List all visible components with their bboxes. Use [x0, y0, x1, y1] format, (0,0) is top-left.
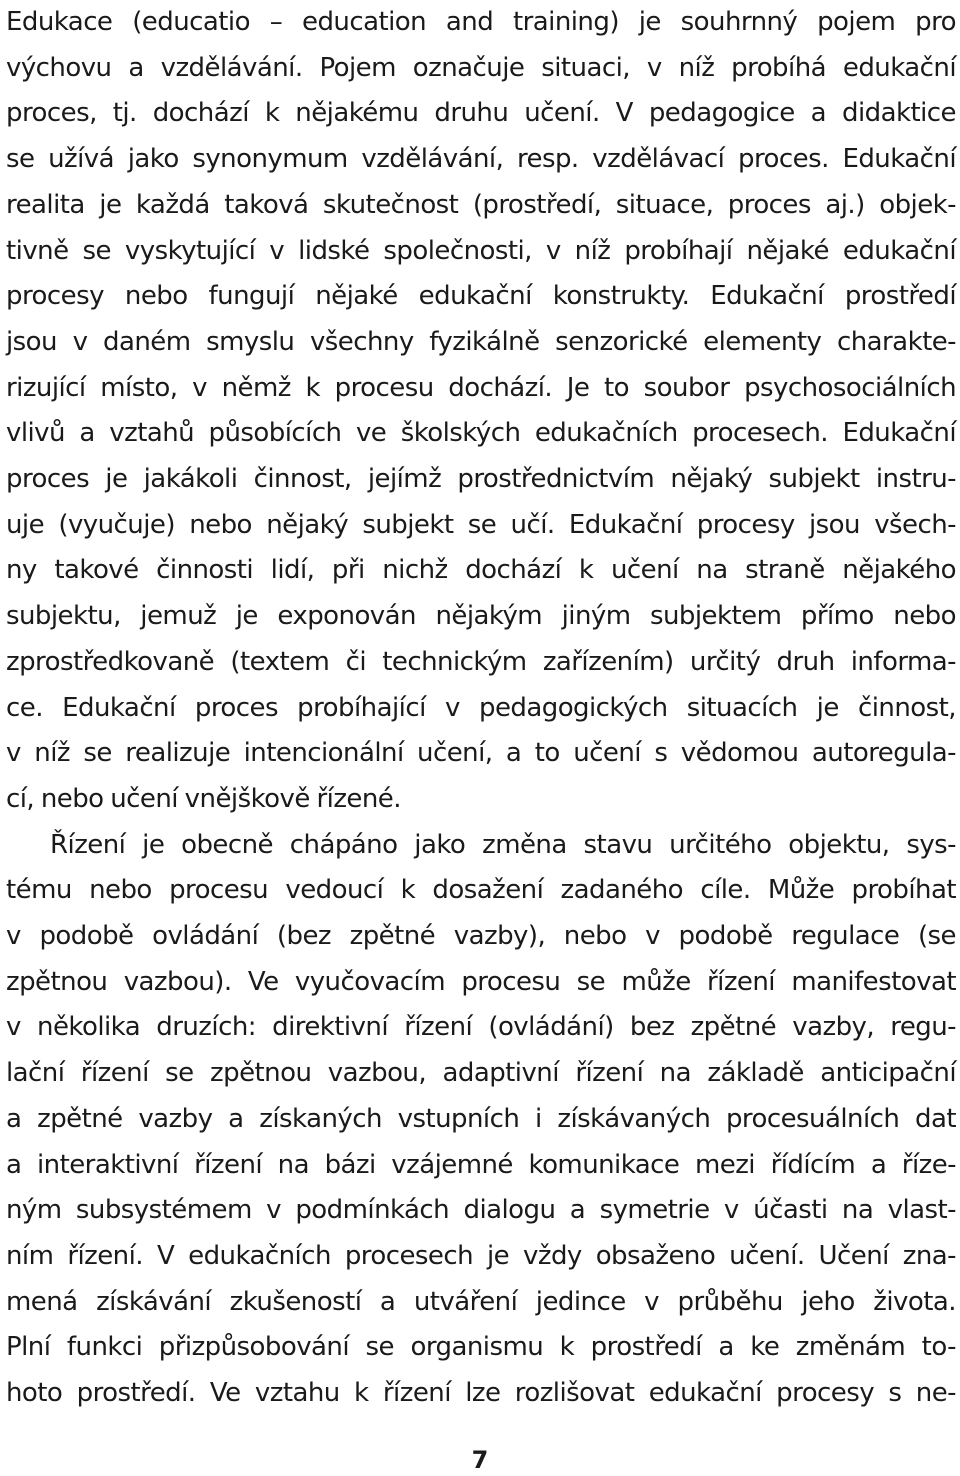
text-line: subjektu, jemuž je exponován nějakým jiným subjektem přímo nebo — [6, 601, 956, 632]
text-line: Edukace (educatio – education and training) je souhrnný pojem pro — [6, 7, 956, 37]
text-line: proces je jakákoli činnost, jejímž prostřednictvím nějaký subjekt instru- — [6, 464, 956, 495]
text-line: výchovu a vzdělávání. Pojem označuje situaci, v níž probíhá edukační — [6, 52, 956, 83]
text-line: Plní funkci přizpůsobování se organismu k prostředí a ke změnám to- — [6, 1332, 956, 1363]
text-line: a zpětné vazby a získaných vstupních i získávaných procesuálních dat — [6, 1103, 956, 1134]
text-line: ce. Edukační proces probíhající v pedagogických situacích je činnost, — [6, 692, 956, 723]
text-line: tému nebo procesu vedoucí k dosažení zadaného cíle. Může probíhat — [6, 875, 956, 906]
text-line: zprostředkovaně (textem či technickým zařízením) určitý druh informa- — [6, 646, 956, 677]
text-line: mená získávání zkušeností a utváření jedince v průběhu jeho života. — [6, 1286, 956, 1317]
text-line: ným subsystémem v podmínkách dialogu a symetrie v účasti na vlast- — [6, 1195, 956, 1226]
text-line: ny takové činnosti lidí, při nichž dochází k učení na straně nějakého — [6, 555, 956, 586]
text-line: jsou v daném smyslu všechny fyzikálně senzorické elementy charakte- — [6, 326, 956, 357]
paragraph-edukace — [6, 0, 956, 823]
text-line: procesy nebo fungují nějaké edukační konstrukty. Edukační prostředí — [6, 281, 956, 312]
page-number: 7 — [471, 1446, 489, 1474]
text-line: v několika druzích: direktivní řízení (ovládání) bez zpětné vazby, regu- — [6, 1012, 956, 1043]
text-line: v podobě ovládání (bez zpětné vazby), nebo v podobě regulace (se — [6, 921, 956, 952]
text-line: se užívá jako synonymum vzdělávání, resp. vzdělávací proces. Edukační — [6, 144, 956, 175]
text-line: zpětnou vazbou). Ve vyučovacím procesu se může řízení manifestovat — [6, 966, 956, 997]
text-line: ním řízení. V edukačních procesech je vždy obsaženo učení. Učení zna- — [6, 1240, 956, 1271]
text-line: cí, nebo učení vnějškově řízené. — [6, 783, 401, 814]
text-line: proces, tj. dochází k nějakému druhu učení. V pedagogice a didaktice — [6, 98, 956, 129]
text-line: v níž se realizuje intencionální učení, a to učení s vědomou autoregula- — [6, 738, 956, 769]
text-line: uje (vyučuje) nebo nějaký subjekt se učí. Edukační procesy jsou všech- — [6, 509, 956, 540]
text-line: lační řízení se zpětnou vazbou, adaptivní řízení na základě anticipační — [6, 1058, 956, 1089]
page-body — [6, 0, 956, 1417]
text-line: rizující místo, v němž k procesu dochází. Je to soubor psychosociálních — [6, 372, 956, 403]
text-line: Řízení je obecně chápáno jako změna stavu určitého objektu, sys- — [50, 829, 956, 860]
text-line: realita je každá taková skutečnost (prostředí, situace, proces aj.) objek- — [6, 189, 956, 220]
text-line: a interaktivní řízení na bázi vzájemné komunikace mezi řídícím a říze- — [6, 1149, 956, 1180]
text-line: tivně se vyskytující v lidské společnosti, v níž probíhají nějaké edukační — [6, 235, 956, 266]
text-line: hoto prostředí. Ve vztahu k řízení lze rozlišovat edukační procesy s ne- — [6, 1378, 956, 1409]
paragraph-rizeni — [6, 823, 956, 1417]
text-line: vlivů a vztahů působících ve školských edukačních procesech. Edukační — [6, 418, 956, 449]
